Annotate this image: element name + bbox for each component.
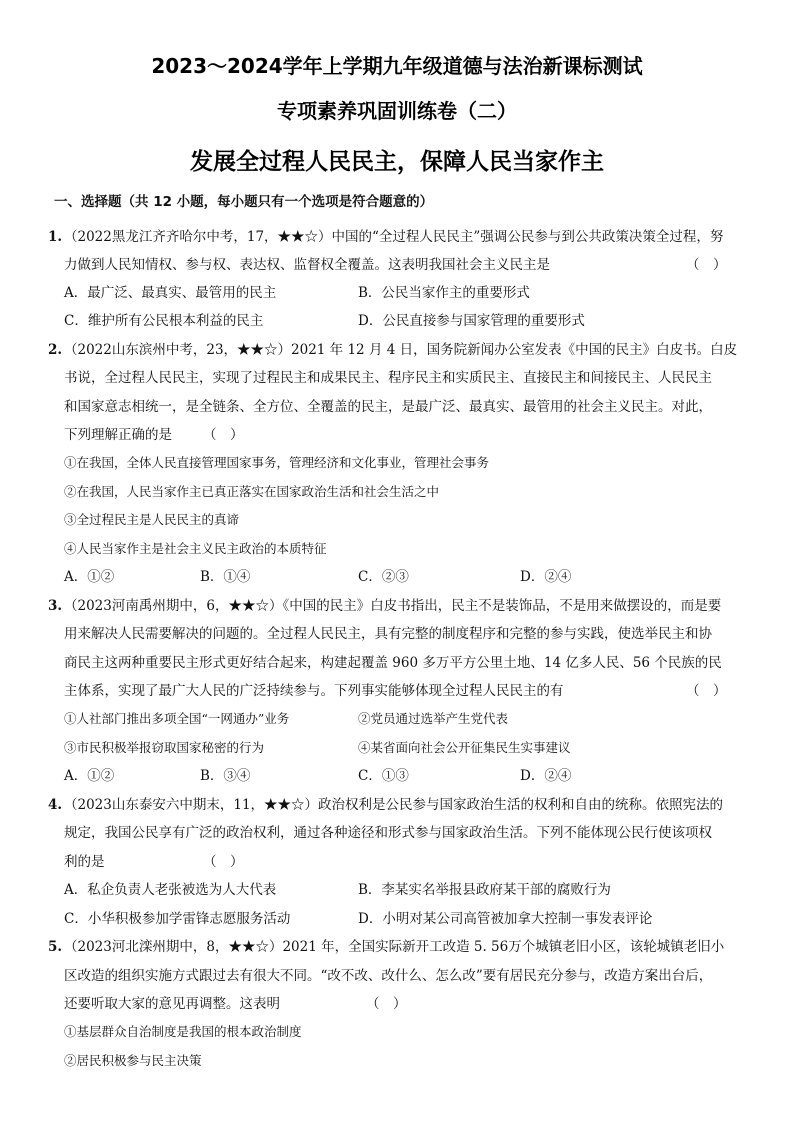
- question-5-statement-2: ②居民积极参与民主决策: [64, 1053, 202, 1068]
- question-1-option-c: C．维护所有公民根本利益的民主: [64, 313, 264, 329]
- question-number-2: 2.: [48, 342, 63, 358]
- question-2-option-b: B．①④: [200, 569, 251, 585]
- question-5-stem-line-3: 还要听取大家的意见再调整。这表明: [64, 996, 280, 1012]
- question-3-option-d: D．②④: [520, 768, 572, 784]
- section-heading: 一、选择题（共 12 小题，每小题只有一个选项是符合题意的）: [54, 194, 434, 210]
- question-3-stem-line-3: 商民主这两种重要民主形式更好结合起来，构建起覆盖 960 多万平方公里土地、14 亿多人民、56 个民族的民: [64, 655, 722, 671]
- question-2-option-d: D．②④: [520, 569, 572, 585]
- question-3-option-c: C．①③: [358, 768, 409, 784]
- question-number-4: 4.: [48, 797, 63, 813]
- question-1-option-d: D．公民直接参与国家管理的重要形式: [358, 313, 585, 329]
- answer-paren: （ ）: [686, 683, 727, 699]
- question-1-option-a: A．最广泛、最真实、最管用的民主: [64, 285, 277, 301]
- question-2-option-a: A．①②: [64, 569, 115, 585]
- question-2-stem-line-3: 和国家意志相统一，是全链条、全方位、全覆盖的民主，是最广泛、最真实、最管用的社会主义民主。对此，: [64, 399, 712, 415]
- question-3-stem-line-4: 主体系，实现了最广大人民的广泛持续参与。下列事实能够体现全过程人民民主的有: [64, 683, 564, 699]
- question-3-statement-2: ②党员通过选举产生党代表: [358, 711, 509, 726]
- question-number-5: 5.: [48, 939, 63, 955]
- answer-paren: （ ）: [203, 427, 244, 443]
- question-3-stem-line-2: 用来解决人民需要解决的问题的。全过程人民民主，具有完整的制度程序和完整的参与实践，使选举民主和协: [64, 626, 712, 642]
- question-1-stem-line-2: 力做到人民知情权、参与权、表达权、监督权全覆盖。这表明我国社会主义民主是: [64, 257, 550, 273]
- question-4-stem-line-2: 规定，我国公民享有广泛的政治权利，通过各种途径和形式参与国家政治生活。下列不能体现公民行使该项权: [64, 825, 712, 841]
- paper-topic: 发展全过程人民民主，保障人民当家作主: [190, 149, 604, 175]
- question-2-stem-line-2: 书说，全过程人民民主，实现了过程民主和成果民主、程序民主和实质民主、直接民主和间接民主、人民民主: [64, 370, 712, 386]
- question-2-statement-1: ①在我国，全体人民直接管理国家事务，管理经济和文化事业，管理社会事务: [64, 455, 490, 470]
- question-2-option-c: C．②③: [358, 569, 409, 585]
- question-3-option-a: A．①②: [64, 768, 115, 784]
- answer-paren: （ ）: [203, 854, 244, 870]
- answer-paren: （ ）: [686, 257, 727, 273]
- question-3-statement-3: ③市民积极举报窃取国家秘密的行为: [64, 740, 265, 755]
- question-number-3: 3.: [48, 598, 63, 614]
- question-2-stem-line-1: （2022山东滨州中考，23，★★☆）2021 年 12 月 4 日，国务院新闻办公室发表《中国的民主》白皮书。白皮: [64, 342, 738, 358]
- question-4-option-a: A．私企负责人老张被选为人大代表: [64, 882, 277, 898]
- question-1-option-b: B．公民当家作主的重要形式: [358, 285, 530, 301]
- question-3-stem-line-1: （2023河南禹州期中，6，★★☆）《中国的民主》白皮书指出，民主不是装饰品，不是用来做摆设的，而是要: [64, 598, 722, 614]
- question-4-option-c: C．小华积极参加学雷锋志愿服务活动: [64, 911, 291, 927]
- question-5-stem-line-1: （2023河北滦州期中，8，★★☆）2021 年，全国实际新开工改造 5. 56万个城镇老旧小区，该轮城镇老旧小: [64, 939, 725, 955]
- question-3-option-b: B．③④: [200, 768, 251, 784]
- question-4-option-b: B．李某实名举报县政府某干部的腐败行为: [358, 882, 611, 898]
- question-1-stem-line-1: （2022黑龙江齐齐哈尔中考，17，★★☆）中国的“全过程人民民主”强调公民参与到公共政策决策全过程，努: [64, 229, 724, 245]
- paper-title: 2023～2024学年上学期九年级道德与法治新课标测试: [151, 54, 643, 78]
- question-2-statement-2: ②在我国，人民当家作主已真正落实在国家政治生活和社会生活之中: [64, 484, 440, 499]
- question-3-statement-1: ①人社部门推出多项全国“一网通办”业务: [64, 711, 290, 726]
- question-4-option-d: D．小明对某公司高管被加拿大控制一事发表评论: [358, 911, 653, 927]
- question-2-statement-3: ③全过程民主是人民民主的真谛: [64, 512, 240, 527]
- question-4-stem-line-1: （2023山东泰安六中期末，11，★★☆）政治权利是公民参与国家政治生活的权利和自由的统称。依照宪法的: [64, 797, 724, 813]
- question-2-stem-line-4: 下列理解正确的是: [64, 427, 172, 443]
- question-4-stem-line-3: 利的是: [64, 854, 105, 870]
- question-5-stem-line-2: 区改造的组织实施方式跟过去有很大不同。“改不改、改什么、怎么改”要有居民充分参与，改造方案出台后，: [64, 968, 713, 984]
- question-2-statement-4: ④人民当家作主是社会主义民主政治的本质特征: [64, 541, 327, 556]
- question-5-statement-1: ①基层群众自治制度是我国的根本政治制度: [64, 1024, 302, 1039]
- answer-paren: （ ）: [366, 996, 407, 1012]
- question-number-1: 1.: [48, 229, 63, 245]
- paper-subtitle: 专项素养巩固训练卷（二）: [277, 99, 517, 123]
- question-3-statement-4: ④某省面向社会公开征集民生实事建议: [358, 740, 571, 755]
